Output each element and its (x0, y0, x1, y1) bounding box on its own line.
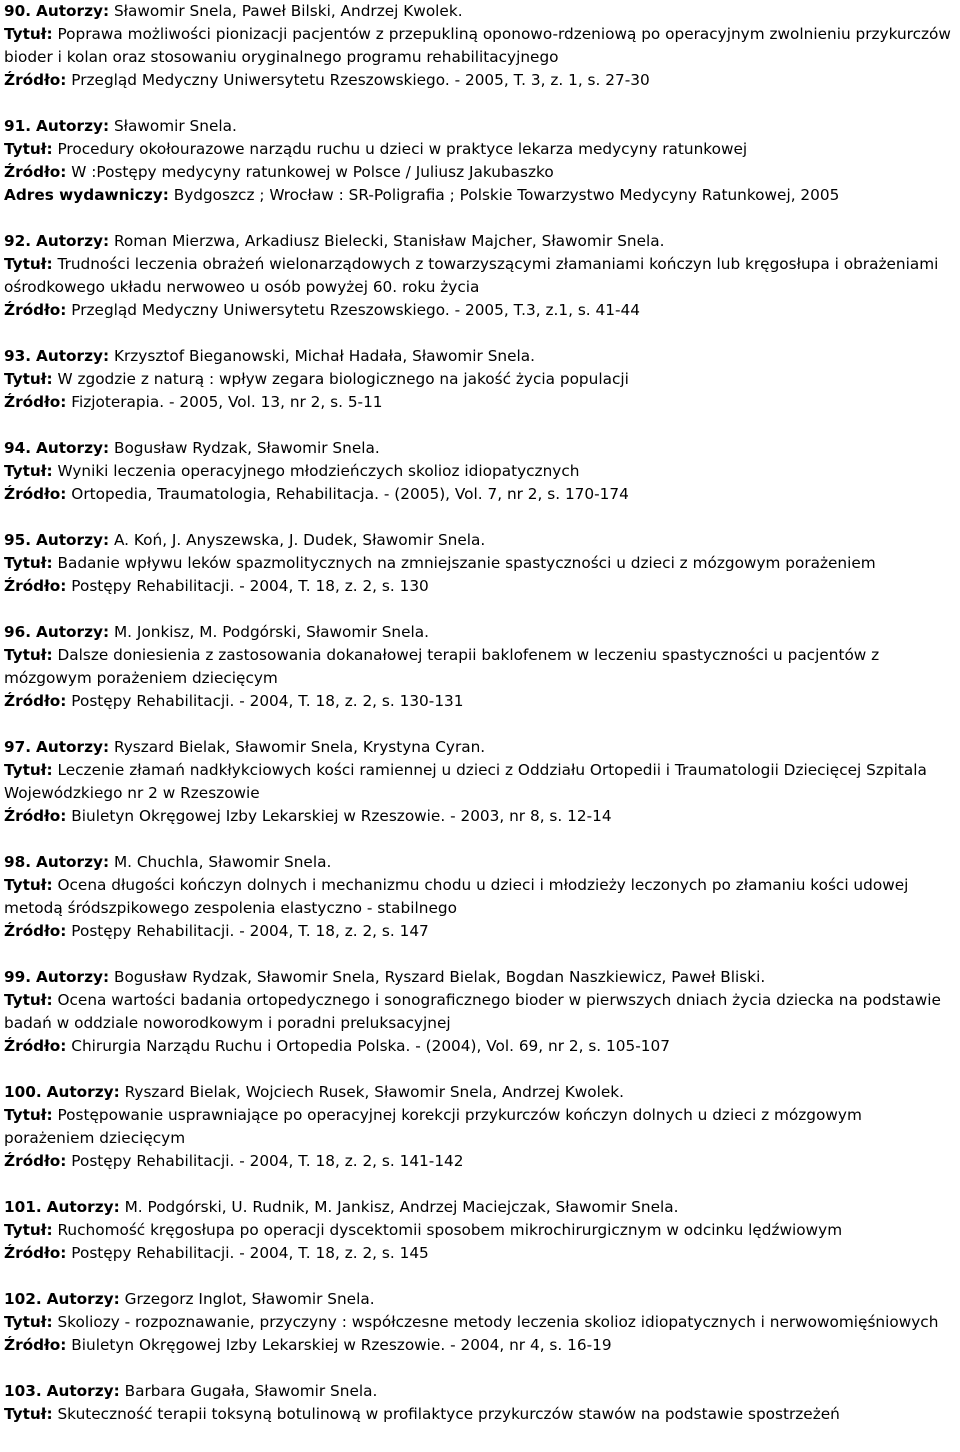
entry-source: Postępy Rehabilitacji. - 2004, T. 18, z. 2, s. 145 (71, 1244, 429, 1262)
entry-title-label: Tytuł: (4, 991, 53, 1009)
entry-number: 95. (4, 531, 32, 549)
entry-authors-line (4, 115, 956, 138)
entry-authors-line (4, 1288, 956, 1311)
entry-authors: Grzegorz Inglot, Sławomir Snela. (124, 1290, 375, 1308)
entry-number: 94. (4, 439, 32, 457)
entry-title-label: Tytuł: (4, 761, 53, 779)
entry-title: Skoliozy - rozpoznawanie, przyczyny : współczesne metody leczenia skolioz idiopatycznych i nerwowomięśniowych (57, 1313, 939, 1331)
entry-authors-label: Autorzy: (46, 1290, 120, 1308)
entry-title-label: Tytuł: (4, 1221, 53, 1239)
bibliography-entry (4, 529, 956, 598)
entry-source-line (4, 805, 956, 828)
entry-source-line (4, 161, 956, 184)
entry-source-label: Źródło: (4, 692, 67, 710)
entry-authors-line (4, 230, 956, 253)
bibliography-entry (4, 851, 956, 943)
entry-number: 101. (4, 1198, 42, 1216)
entry-title-line (4, 138, 956, 161)
entry-authors-label: Autorzy: (35, 439, 110, 457)
bibliography-entry (4, 736, 956, 828)
entry-authors-label: Autorzy: (35, 347, 110, 365)
entry-title: Postępowanie usprawniające po operacyjnej korekcji przykurczów kończyn dolnych u dzieci z mózgowym porażeniem dziecięcym (4, 1106, 862, 1147)
entry-source-line (4, 1035, 956, 1058)
entry-authors-line (4, 529, 956, 552)
entry-source: Fizjoterapia. - 2005, Vol. 13, nr 2, s. 5-11 (71, 393, 383, 411)
entry-source-line (4, 690, 956, 713)
entry-source: Postępy Rehabilitacji. - 2004, T. 18, z. 2, s. 141-142 (71, 1152, 464, 1170)
entry-title-line (4, 552, 956, 575)
entry-source-label: Źródło: (4, 1152, 67, 1170)
entry-source-line (4, 575, 956, 598)
bibliography-entry (4, 1288, 956, 1357)
entry-number: 91. (4, 117, 32, 135)
entry-title-line (4, 759, 956, 805)
entry-authors: Sławomir Snela. (113, 117, 237, 135)
entry-source-line (4, 391, 956, 414)
entry-source: Chirurgia Narządu Ruchu i Ortopedia Polska. - (2004), Vol. 69, nr 2, s. 105-107 (71, 1037, 670, 1055)
entry-title-label: Tytuł: (4, 646, 53, 664)
entry-authors: Roman Mierzwa, Arkadiusz Bielecki, Stanisław Majcher, Sławomir Snela. (113, 232, 665, 250)
bibliography-entry (4, 621, 956, 713)
entry-number: 98. (4, 853, 32, 871)
entry-source-label: Źródło: (4, 485, 67, 503)
entry-source: Biuletyn Okręgowej Izby Lekarskiej w Rzeszowie. - 2004, nr 4, s. 16-19 (71, 1336, 612, 1354)
entry-authors-label: Autorzy: (35, 232, 110, 250)
entry-title-line (4, 1104, 956, 1150)
entry-authors-label: Autorzy: (46, 1083, 120, 1101)
entry-title: Badanie wpływu leków spazmolitycznych na zmniejszanie spastyczności u dzieci z mózgowym porażeniem (57, 554, 876, 572)
entry-title-line (4, 460, 956, 483)
entry-source-line (4, 1242, 956, 1265)
entry-authors-line (4, 736, 956, 759)
bibliography-entry (4, 115, 956, 207)
entry-title-label: Tytuł: (4, 462, 53, 480)
entry-authors: Krzysztof Bieganowski, Michał Hadała, Sławomir Snela. (113, 347, 536, 365)
entry-title: Procedury okołourazowe narządu ruchu u dzieci w praktyce lekarza medycyny ratunkowej (57, 140, 748, 158)
entry-title-label: Tytuł: (4, 1106, 53, 1124)
entry-publisher: Bydgoszcz ; Wrocław : SR-Poligrafia ; Polskie Towarzystwo Medycyny Ratunkowej, 2005 (173, 186, 840, 204)
entry-title-line (4, 1311, 956, 1334)
bibliography-entry (4, 1081, 956, 1173)
entry-authors: Sławomir Snela, Paweł Bilski, Andrzej Kwolek. (113, 2, 463, 20)
entry-authors-line (4, 345, 956, 368)
entry-source-line (4, 920, 956, 943)
entry-title-label: Tytuł: (4, 554, 53, 572)
entry-authors: Ryszard Bielak, Wojciech Rusek, Sławomir Snela, Andrzej Kwolek. (124, 1083, 625, 1101)
entry-title-line (4, 253, 956, 299)
entry-source: Biuletyn Okręgowej Izby Lekarskiej w Rzeszowie. - 2003, nr 8, s. 12-14 (71, 807, 612, 825)
entry-title-label: Tytuł: (4, 25, 53, 43)
entry-title: W zgodzie z naturą : wpływ zegara biologicznego na jakość życia populacji (57, 370, 629, 388)
entry-authors-label: Autorzy: (46, 1198, 120, 1216)
entry-title: Ocena długości kończyn dolnych i mechanizmu chodu u dzieci i młodzieży leczonych po złamaniu kości udowej metodą śródszpikowego zespolenia elastyczno - stabilnego (4, 876, 909, 917)
entry-source-label: Źródło: (4, 71, 67, 89)
entry-title: Dalsze doniesienia z zastosowania dokanałowej terapii baklofenem w leczeniu spastyczności u pacjentów z mózgowym porażeniem dziecięcym (4, 646, 880, 687)
entry-source-line (4, 299, 956, 322)
bibliography-entry (4, 0, 956, 92)
entry-authors: M. Jonkisz, M. Podgórski, Sławomir Snela. (113, 623, 430, 641)
entry-number: 100. (4, 1083, 42, 1101)
entry-number: 90. (4, 2, 32, 20)
entry-source-label: Źródło: (4, 301, 67, 319)
entry-title: Ocena wartości badania ortopedycznego i sonograficznego bioder w pierwszych dniach życia dziecka na podstawie badań w oddziale noworodkowym i poradni preluksacyjnej (4, 991, 941, 1032)
bibliography-entry (4, 437, 956, 506)
entry-authors-line (4, 1081, 956, 1104)
entry-source-line (4, 1150, 956, 1173)
bibliography-entry (4, 1380, 956, 1426)
entry-title: Poprawa możliwości pionizacji pacjentów z przepukliną oponowo-rdzeniową po operacyjnym zwolnieniu przykurczów bioder i kolan oraz stosowaniu oryginalnego programu rehabilitacyjnego (4, 25, 951, 66)
entry-source: Postępy Rehabilitacji. - 2004, T. 18, z. 2, s. 147 (71, 922, 429, 940)
entry-authors: M. Podgórski, U. Rudnik, M. Jankisz, Andrzej Maciejczak, Sławomir Snela. (124, 1198, 679, 1216)
bibliography-entry (4, 1196, 956, 1265)
entry-title-label: Tytuł: (4, 1405, 53, 1423)
entry-source-label: Źródło: (4, 393, 67, 411)
entry-source: Przegląd Medyczny Uniwersytetu Rzeszowskiego. - 2005, T. 3, z. 1, s. 27-30 (71, 71, 650, 89)
entry-source: Postępy Rehabilitacji. - 2004, T. 18, z. 2, s. 130 (71, 577, 429, 595)
entry-title-line (4, 874, 956, 920)
entry-title: Trudności leczenia obrażeń wielonarządowych z towarzyszącymi złamaniami kończyn lub kręgosłupa i obrażeniami ośrodkowego układu nerwoweo u osób powyżej 60. roku życia (4, 255, 939, 296)
entry-title: Wyniki leczenia operacyjnego młodzieńczych skolioz idiopatycznych (57, 462, 580, 480)
entry-authors-label: Autorzy: (35, 623, 110, 641)
entry-source-line (4, 483, 956, 506)
entry-source: Ortopedia, Traumatologia, Rehabilitacja. - (2005), Vol. 7, nr 2, s. 170-174 (71, 485, 629, 503)
entry-title-label: Tytuł: (4, 255, 53, 273)
entry-authors: Barbara Gugała, Sławomir Snela. (124, 1382, 378, 1400)
entry-authors-label: Autorzy: (46, 1382, 120, 1400)
entry-number: 102. (4, 1290, 42, 1308)
entry-title-label: Tytuł: (4, 140, 53, 158)
entry-source-line (4, 69, 956, 92)
entry-authors-label: Autorzy: (35, 738, 110, 756)
entry-authors: Bogusław Rydzak, Sławomir Snela, Ryszard Bielak, Bogdan Naszkiewicz, Paweł Bliski. (113, 968, 766, 986)
entry-number: 103. (4, 1382, 42, 1400)
entry-authors: Bogusław Rydzak, Sławomir Snela. (113, 439, 380, 457)
entry-authors-line (4, 851, 956, 874)
entry-source-label: Źródło: (4, 577, 67, 595)
entry-authors-label: Autorzy: (35, 968, 110, 986)
entry-authors-label: Autorzy: (35, 853, 110, 871)
entry-title-line (4, 23, 956, 69)
entry-source-label: Źródło: (4, 922, 67, 940)
entry-source-label: Źródło: (4, 1037, 67, 1055)
entry-number: 99. (4, 968, 32, 986)
entry-authors-line (4, 1380, 956, 1403)
entry-title-label: Tytuł: (4, 370, 53, 388)
bibliography-entry (4, 345, 956, 414)
entry-publisher-label: Adres wydawniczy: (4, 186, 169, 204)
entry-source-label: Źródło: (4, 1336, 67, 1354)
bibliography-entry (4, 230, 956, 322)
entry-authors-label: Autorzy: (35, 531, 110, 549)
entry-authors-line (4, 966, 956, 989)
entry-source-label: Źródło: (4, 163, 67, 181)
entry-title-line (4, 989, 956, 1035)
entry-publisher-line (4, 184, 956, 207)
entry-source: Postępy Rehabilitacji. - 2004, T. 18, z. 2, s. 130-131 (71, 692, 464, 710)
entry-title-line (4, 1219, 956, 1242)
entry-title: Skuteczność terapii toksyną botulinową w profilaktyce przykurczów stawów na podstawie spostrzeżeń (57, 1405, 840, 1423)
entry-title-label: Tytuł: (4, 876, 53, 894)
entry-title-label: Tytuł: (4, 1313, 53, 1331)
entry-source-label: Źródło: (4, 1244, 67, 1262)
entry-authors-label: Autorzy: (35, 2, 110, 20)
entry-authors: Ryszard Bielak, Sławomir Snela, Krystyna Cyran. (113, 738, 486, 756)
entry-authors-line (4, 1196, 956, 1219)
entry-source: W :Postępy medycyny ratunkowej w Polsce / Juliusz Jakubaszko (71, 163, 554, 181)
entry-number: 92. (4, 232, 32, 250)
entry-title-line (4, 644, 956, 690)
entry-authors-label: Autorzy: (35, 117, 110, 135)
entry-number: 96. (4, 623, 32, 641)
entry-source: Przegląd Medyczny Uniwersytetu Rzeszowskiego. - 2005, T.3, z.1, s. 41-44 (71, 301, 640, 319)
entry-number: 93. (4, 347, 32, 365)
entry-authors-line (4, 437, 956, 460)
entry-source-label: Źródło: (4, 807, 67, 825)
entry-authors-line (4, 0, 956, 23)
entry-authors-line (4, 621, 956, 644)
entry-authors: A. Koń, J. Anyszewska, J. Dudek, Sławomir Snela. (113, 531, 486, 549)
entry-title: Ruchomość kręgosłupa po operacji dyscektomii sposobem mikrochirurgicznym w odcinku lędźwiowym (57, 1221, 843, 1239)
bibliography-entry (4, 966, 956, 1058)
entry-title: Leczenie złamań nadkłykciowych kości ramiennej u dzieci z Oddziału Ortopedii i Traumatologii Dziecięcej Szpitala Wojewódzkiego nr 2 w Rzeszowie (4, 761, 927, 802)
entry-title-line (4, 368, 956, 391)
entry-number: 97. (4, 738, 32, 756)
entry-authors: M. Chuchla, Sławomir Snela. (113, 853, 332, 871)
entry-title-line (4, 1403, 956, 1426)
entry-source-line (4, 1334, 956, 1357)
